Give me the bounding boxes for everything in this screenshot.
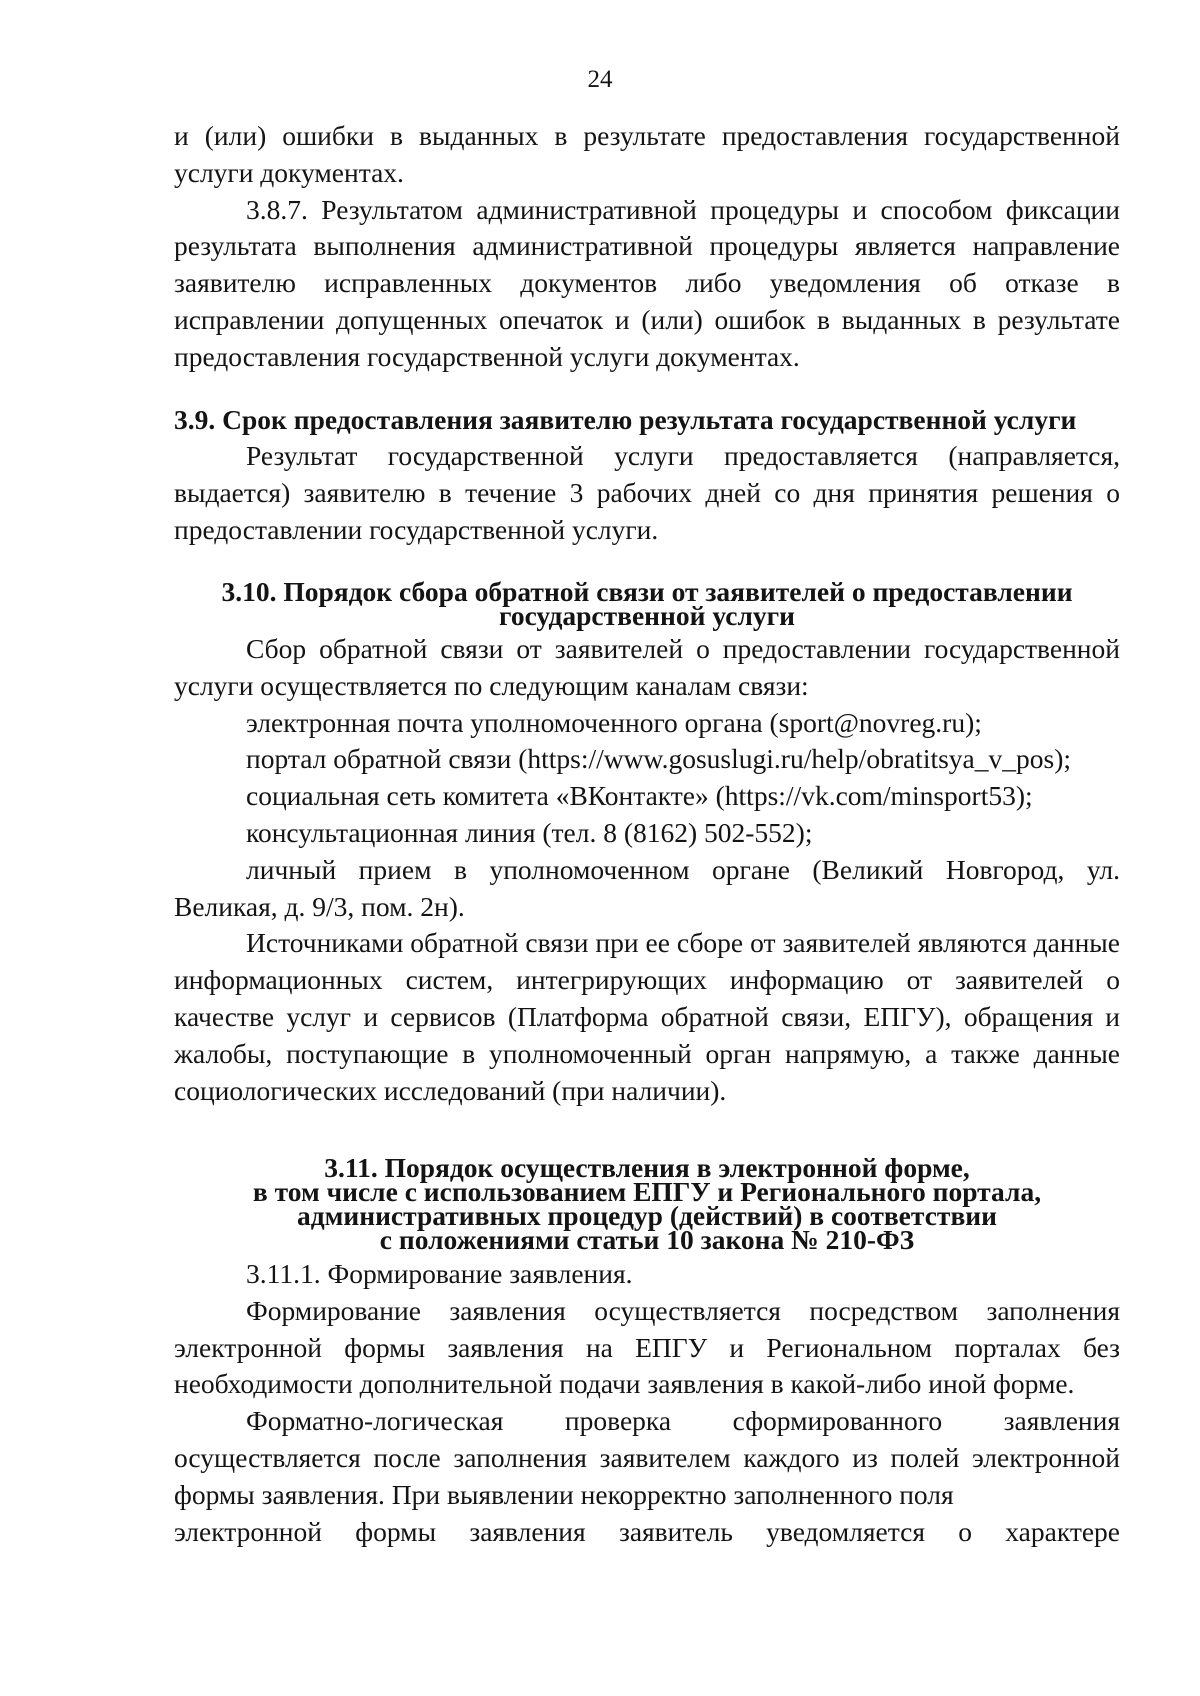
paragraph: электронная почта уполномоченного органа (sport@novreg.ru); xyxy=(246,706,982,738)
paragraph: социальная сеть комитета «ВКонтакте» (https://vk.com/minsport53); xyxy=(246,780,1033,812)
section-heading: государственной услуги xyxy=(499,600,795,631)
section-heading: в том числе с использованием ЕПГУ и Регионального портала, xyxy=(252,1176,1042,1207)
paragraph: Сбор обратной связи от заявителей о предоставлении государственной услуги осуществляется по следующим каналам связи: xyxy=(174,633,1120,701)
paragraph: Источниками обратной связи при ее сборе от заявителей являются данные информационных систем, интегрирующих информацию от заявителей о качестве услуг и сервисов (Платформа обратной связи, ЕПГУ), обращения и жалобы, поступающие в уполномоченный орган напрямую, а также данные социологических исследований (при наличии). xyxy=(174,927,1120,1106)
section-heading: 3.9. Срок предоставления заявителю результата государственной услуги xyxy=(174,404,1077,435)
paragraph: электронной формы заявления заявитель уведомляется о характере xyxy=(174,1515,1120,1547)
section-heading: административных процедур (действий) в соответствии xyxy=(296,1200,997,1231)
section-3-9 xyxy=(174,402,1120,548)
page-number: 24 xyxy=(587,66,613,93)
paragraph: 3.11.1. Формирование заявления. xyxy=(246,1258,633,1289)
section-heading: 3.11. Порядок осуществления в электронной форме, xyxy=(324,1152,970,1183)
paragraph: и (или) ошибки в выданных в результате предоставления государственной услуги документах. xyxy=(174,120,1120,188)
section-3-10 xyxy=(174,576,1120,631)
section-3-11 xyxy=(174,1152,1120,1255)
paragraph: личный прием в уполномоченном органе (Великий Новгород, ул. Великая, д. 9/3, пом. 2н). xyxy=(174,853,1120,922)
paragraph: Форматно-логическая проверка сформированного заявления осуществляется после заполнения заявителем каждого из полей электронной формы заявления. При выявлении некорректно заполненного поля xyxy=(174,1405,1120,1510)
paragraph: 3.8.7. Результатом административной процедуры и способом фиксации результата выполнения административной процедуры является направление заявителю исправленных документов либо уведомления об отказе в исправлении допущенных опечаток и (или) ошибок в выданных в результате предоставления государственной услуги документах. xyxy=(174,193,1120,372)
paragraph-block-a xyxy=(174,118,1120,376)
paragraph: консультационная линия (тел. 8 (8162) 502-552); xyxy=(246,816,813,848)
paragraph: портал обратной связи (https://www.gosuslugi.ru/help/obratitsya_v_pos); xyxy=(246,743,1072,775)
section-heading: 3.10. Порядок сбора обратной связи от заявителей о предоставлении xyxy=(221,576,1073,607)
section-heading: с положениями статьи 10 закона № 210-ФЗ xyxy=(379,1224,915,1255)
section-3-10-body xyxy=(174,631,1120,1109)
section-3-11-body xyxy=(174,1256,1120,1550)
paragraph: Формирование заявления осуществляется посредством заполнения электронной формы заявления на ЕПГУ и Региональном порталах без необходимости дополнительной подачи заявления в какой-либо иной форме. xyxy=(174,1294,1120,1400)
paragraph: Результат государственной услуги предоставляется (направляется, выдается) заявителю в течение 3 рабочих дней со дня принятия решения о предоставлении государственной услуги. xyxy=(174,440,1120,545)
